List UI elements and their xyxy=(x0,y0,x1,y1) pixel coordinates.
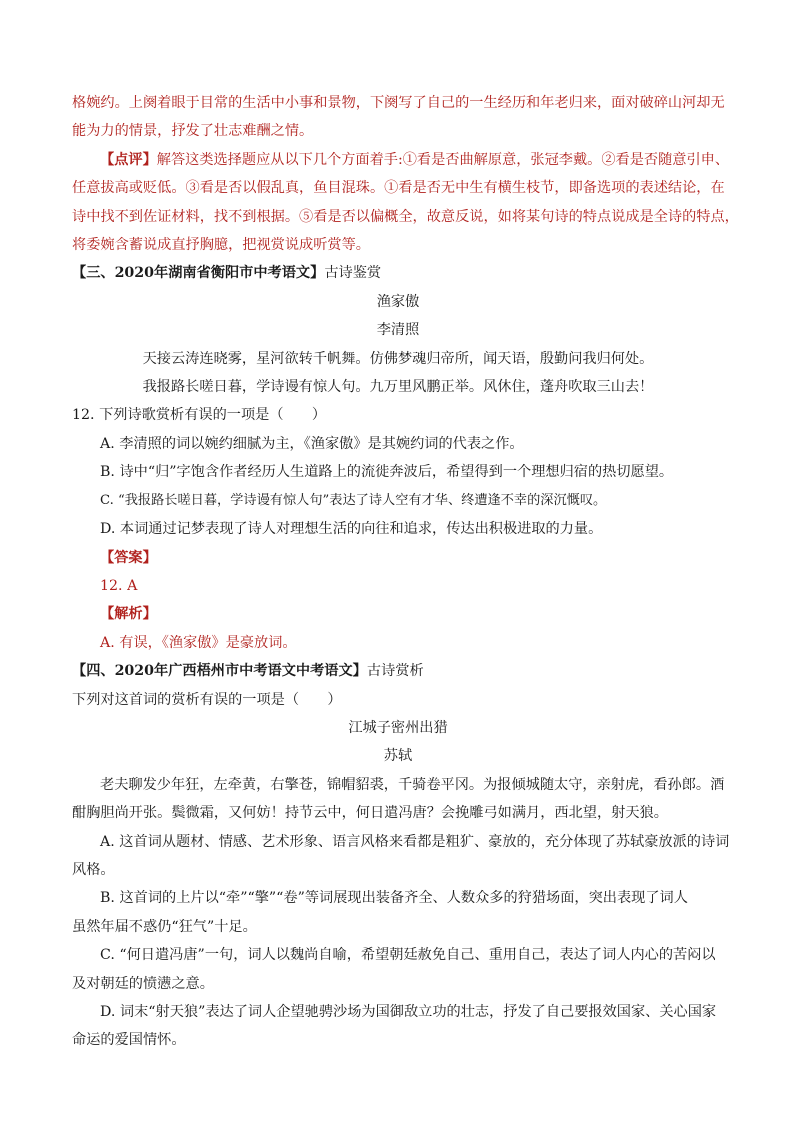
text-line: 将委婉含蓄说成直抒胸臆，把视赏说成听赏等。 xyxy=(72,237,370,254)
comment-label: 【点评】 xyxy=(100,151,157,168)
question-text: 下列对这首词的赏析有误的一项是（ ） xyxy=(72,691,342,708)
section-3-type: 古诗鉴赏 xyxy=(324,265,382,282)
text-line: 任意拔高或贬低。③看是否以假乱真，鱼目混珠。①看是否无中生有横生枝节，即备选项的表述结论，在 xyxy=(72,180,725,197)
question-12: 12. 下列诗歌赏析有误的一项是（ ） xyxy=(72,407,327,424)
answer-label: 【答案】 xyxy=(100,549,157,566)
analysis-label: 【解析】 xyxy=(100,606,157,623)
text-line: 能为力的情景，抒发了壮志难酬之情。 xyxy=(72,123,314,140)
text-line: 诗中找不到佐证材料，找不到根据。⑤看是否以偏概全，故意反说，如将某句诗的特点说成是全诗的特点， xyxy=(72,208,739,225)
option-b-cont: 虽然年届不惑仍“狂气”十足。 xyxy=(72,918,257,935)
option-c-cont: 及对朝廷的愤懑之意。 xyxy=(72,975,214,992)
option-a-cont: 风格。 xyxy=(72,861,115,878)
poem-line: 天接云涛连晓雾，星河欲转千帆舞。仿佛梦魂归帝所，闻天语，殷勤问我归何处。 xyxy=(142,350,654,367)
option-b: B. 诗中“归”字饱含作者经历人生道路上的流徙奔波后，希望得到一个理想归宿的热切愿望。 xyxy=(100,464,674,481)
poem-title: 江城子密州出猎 xyxy=(348,719,448,736)
poem-title: 渔家傲 xyxy=(376,293,420,310)
option-d-cont: 命运的爱国情怀。 xyxy=(72,1032,186,1049)
option-a: A. 这首词从题材、情感、艺术形象、语言风格来看都是粗犷、豪放的，充分体现了苏轼豪放派的诗词 xyxy=(100,833,730,850)
comment-text: 解答这类选择题应从以下几个方面着手:①看是否曲解原意，张冠李戴。②看是否随意引申、 xyxy=(156,151,730,168)
option-d: D. 词末“射天狼”表达了词人企望驰骋沙场为国御敌立功的壮志，抒发了自己要报效国家、关心国家 xyxy=(100,1004,717,1020)
option-c: C. “何日遣冯唐”一句，词人以魏尚自喻，希望朝廷赦免自己、重用自己，表达了词人内心的苦闷以 xyxy=(100,947,716,964)
option-b: B. 这首词的上片以“牵”“擎”“卷”等词展现出装备齐全、人数众多的狩猎场面，突出表现了词人 xyxy=(100,890,688,907)
explanation-block xyxy=(72,89,739,259)
poem-line: 老夫聊发少年狂，左牵黄，右擎苍，锦帽貂裘，千骑卷平冈。为报倾城随太守，亲射虎，看孙郎。酒 xyxy=(100,776,725,793)
page-content xyxy=(72,89,739,1055)
option-a: A. 李清照的词以婉约细腻为主，《渔家傲》是其婉约词的代表之作。 xyxy=(100,435,524,452)
section-3-source: 【三、2020年湖南省衡阳市中考语文】 xyxy=(72,265,325,282)
poet-name: 苏轼 xyxy=(383,748,413,765)
text-line: 格婉约。上阕着眼于目常的生活中小事和景物，下阕写了自己的一生经历和年老归来，面对破碎山河却无 xyxy=(72,95,725,111)
poem-line: 我报路长嗟日暮，学诗谩有惊人句。九万里风鹏正举。风休住，蓬舟吹取三山去！ xyxy=(142,379,654,396)
analysis-text: A. 有误，《渔家傲》是豪放词。 xyxy=(100,634,297,651)
section-3-heading xyxy=(72,259,724,287)
answer-value: 12. A xyxy=(100,577,138,594)
option-d: D. 本词通过记梦表现了诗人对理想生活的向往和追求，传达出积极进取的力量。 xyxy=(100,521,603,538)
section-4-heading xyxy=(72,657,724,685)
poem-line: 酣胸胆尚开张。鬓微霜，又何妨！持节云中，何日遣冯唐？会挽雕弓如满月，西北望，射天狼。 xyxy=(72,805,668,822)
section-4-source: 【四、2020年广西梧州市中考语文中考语文】 xyxy=(72,663,367,680)
comment-paragraph xyxy=(72,146,730,174)
option-c: C. “我报路长嗟日暮，学诗谩有惊人句”表达了诗人空有才华、终遭逢不幸的深沉慨叹。 xyxy=(100,492,607,508)
section-4-type: 古诗赏析 xyxy=(366,663,424,680)
poet-name: 李清照 xyxy=(376,322,420,339)
